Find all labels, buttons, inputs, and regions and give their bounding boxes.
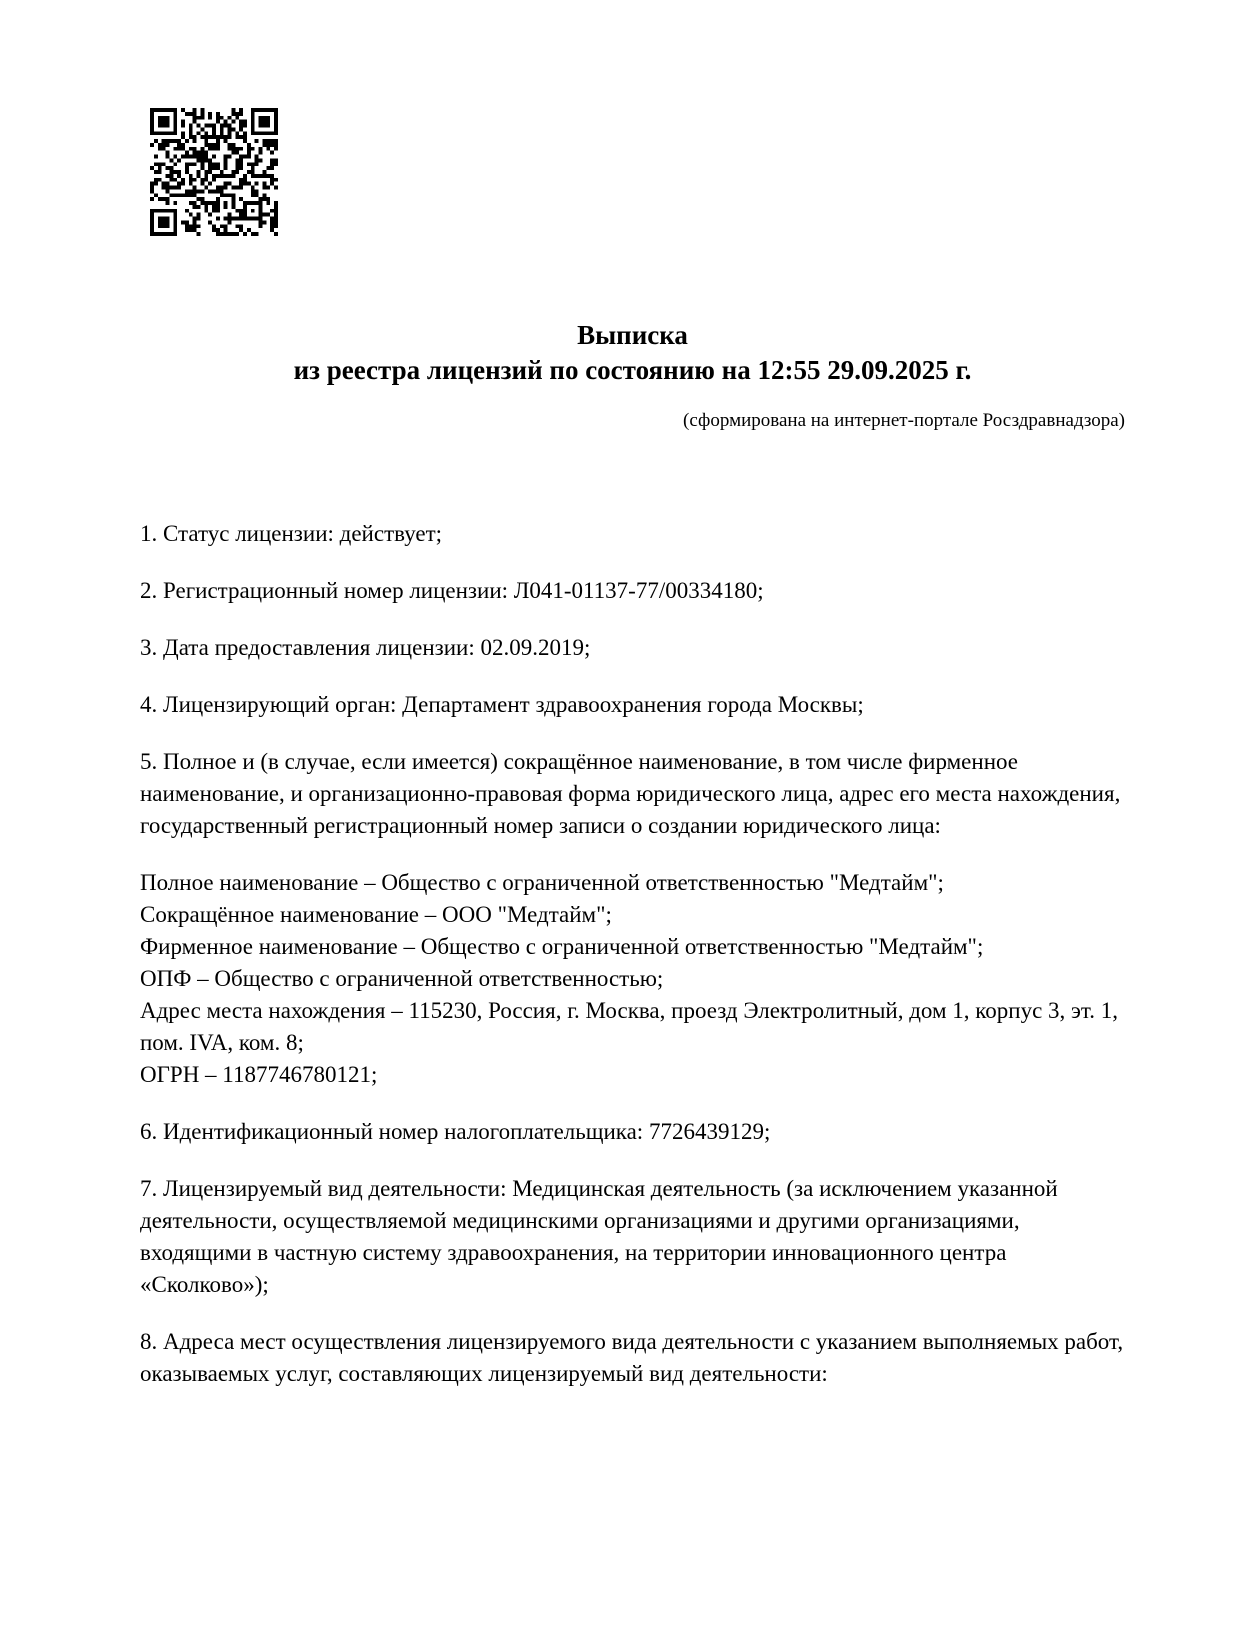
document-subtitle: (сформирована на интернет-портале Росздравнадзора): [683, 410, 1125, 431]
document-title-line-1: Выписка: [577, 320, 688, 350]
qr-code: [150, 108, 278, 236]
org-ogrn: ОГРН – 1187746780121;: [140, 1062, 378, 1087]
org-full-name: Полное наименование – Общество с ограниченной ответственностью "Медтайм";: [140, 870, 944, 895]
paragraph-license-status: 1. Статус лицензии: действует;: [140, 521, 443, 546]
paragraph-names-intro: 5. Полное и (в случае, если имеется) сокращённое наименование, в том числе фирменное наименование, и организационно-правовая форма юридического лица, адрес его места нахождения, государственный регистрационный номер записи о создании юридического лица:: [140, 749, 1121, 838]
org-legal-form: ОПФ – Общество с ограниченной ответственностью;: [140, 966, 664, 991]
paragraph-grant-date: 3. Дата предоставления лицензии: 02.09.2019;: [140, 635, 591, 660]
org-names-block: [140, 867, 1125, 1091]
org-address: Адрес места нахождения – 115230, Россия, г. Москва, проезд Электролитный, дом 1, корпус 3, эт. 1, пом. IVA, ком. 8;: [140, 998, 1118, 1055]
paragraph-registration-number: 2. Регистрационный номер лицензии: Л041-01137-77/00334180;: [140, 578, 764, 603]
org-short-name: Сокращённое наименование – ООО "Медтайм";: [140, 902, 612, 927]
paragraph-addresses-intro: 8. Адреса мест осуществления лицензируемого вида деятельности с указанием выполняемых работ, оказываемых услуг, составляющих лицензируемый вид деятельности:: [140, 1329, 1124, 1386]
org-brand-name: Фирменное наименование – Общество с ограниченной ответственностью "Медтайм";: [140, 934, 984, 959]
document-title: [140, 318, 1125, 388]
clauses: [140, 518, 1125, 1390]
paragraph-inn: 6. Идентификационный номер налогоплательщика: 7726439129;: [140, 1119, 771, 1144]
paragraph-activity-type: 7. Лицензируемый вид деятельности: Медицинская деятельность (за исключением указанной деятельности, осуществляемой медицинскими организациями и другими организациями, входящими в частную систему здравоохранения, на территории инновационного центра «Сколково»);: [140, 1176, 1058, 1297]
document-body: [140, 318, 1125, 1390]
paragraph-licensing-authority: 4. Лицензирующий орган: Департамент здравоохранения города Москвы;: [140, 692, 864, 717]
document-title-line-2: из реестра лицензий по состоянию на 12:55 29.09.2025 г.: [293, 355, 972, 385]
